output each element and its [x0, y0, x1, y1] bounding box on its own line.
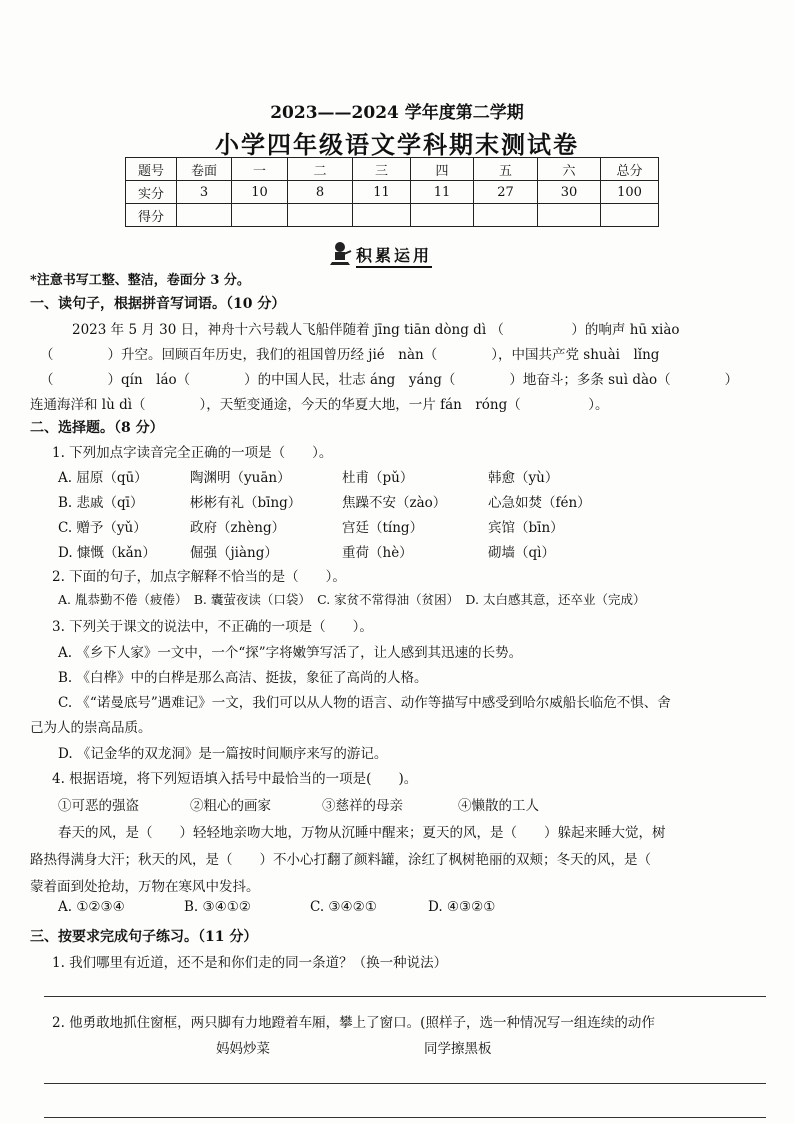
- earned-cell[interactable]: [288, 204, 353, 227]
- q2-option: 宫廷（tíng）: [342, 520, 424, 536]
- earned-cell[interactable]: [232, 204, 288, 227]
- earned-cell[interactable]: [474, 204, 538, 227]
- q2-option: A. 《乡下人家》一文中，一个“探”字将嫩笋写活了，让人感到其迅速的长势。: [58, 645, 523, 661]
- q2-phrase: ②粗心的画家: [190, 798, 271, 814]
- q2-option: C. ③④②①: [310, 899, 377, 915]
- q3-part2-prompt: 2. 他勇敢地抓住窗框，两只脚有力地蹬着车厢，攀上了窗口。(照样子，选一种情况写一组连续的动作: [52, 1015, 655, 1031]
- q2-option: B. 《白桦》中的白桦是那么高洁、挺拔，象征了高尚的人格。: [58, 670, 428, 686]
- points-cell: 100: [601, 181, 659, 204]
- section-title: 积累运用: [356, 243, 432, 268]
- q2-option: 政府（zhèng）: [190, 520, 286, 536]
- q3-choice: 妈妈炒菜: [216, 1041, 270, 1057]
- earned-cell[interactable]: [601, 204, 659, 227]
- q2-option: 心急如焚（fén）: [488, 495, 591, 511]
- q2-context-line: 春天的风，是（ ）轻轻地亲吻大地，万物从沉睡中醒来；夏天的风，是（ ）躲起来睡大觉，树: [58, 825, 666, 841]
- column-header: 一: [232, 158, 288, 181]
- q2-part3-prompt: 3. 下列关于课文的说法中，不正确的一项是（ ）。: [52, 619, 373, 635]
- q2-phrase: ④懒散的工人: [458, 798, 539, 814]
- q2-option: A. ①②③④: [58, 899, 125, 915]
- q2-option: 陶渊明（yuān）: [190, 470, 291, 486]
- exam-title: 小学四年级语文学科期末测试卷: [215, 130, 579, 159]
- neatness-note: *注意书写工整、整洁，卷面分 3 分。: [30, 273, 250, 288]
- q1-line: （ ）升空。回顾百年历史，我们的祖国曾历经 jié nàn（ ），中国共产党 shuài lǐng: [40, 347, 660, 363]
- answer-line[interactable]: [44, 1117, 766, 1118]
- column-header: 总分: [601, 158, 659, 181]
- q2-part1-prompt: 1. 下列加点字读音完全正确的一项是（ ）。: [52, 445, 333, 461]
- q2-option: D. ④③②①: [428, 899, 496, 915]
- score-table: [125, 157, 659, 227]
- column-header: 二: [288, 158, 353, 181]
- answer-line[interactable]: [44, 996, 766, 997]
- q3-heading: 三、按要求完成句子练习。（11 分）: [30, 929, 258, 945]
- q1-line: 连通海洋和 lù dì（ ），天堑变通途，今天的华夏大地，一片 fán róng（ ）。: [30, 397, 609, 413]
- section-heading: [328, 240, 468, 266]
- q2-option: 砌墙（qì）: [488, 545, 555, 561]
- earned-cell[interactable]: [538, 204, 601, 227]
- column-header: 五: [474, 158, 538, 181]
- q2-context-line: 蒙着面到处抢劫，万物在寒风中发抖。: [30, 879, 260, 895]
- points-cell: 11: [411, 181, 474, 204]
- q2-option-cont: 己为人的崇高品质。: [30, 720, 152, 736]
- column-header: 四: [411, 158, 474, 181]
- q2-phrase: ③慈祥的母亲: [322, 798, 403, 814]
- points-cell: 3: [177, 181, 232, 204]
- q2-option: C. 赠予（yǔ）: [58, 520, 147, 536]
- q2-option: 倔强（jiàng）: [190, 545, 278, 561]
- earned-cell[interactable]: [177, 204, 232, 227]
- q2-option: A. 屈原（qū）: [58, 470, 148, 486]
- q2-option: 彬彬有礼（bīng）: [190, 495, 302, 511]
- q2-option: D. 慷慨（kǎn）: [58, 545, 156, 561]
- q3-choice: 同学擦黑板: [424, 1041, 492, 1057]
- column-header: 六: [538, 158, 601, 181]
- q2-part2-prompt: 2. 下面的句子，加点字解释不恰当的是（ ）。: [52, 569, 346, 585]
- q2-heading: 二、选择题。（8 分）: [30, 420, 164, 436]
- points-cell: 11: [353, 181, 411, 204]
- q3-part1-prompt: 1. 我们哪里有近道，还不是和你们走的同一条道？（换一种说法）: [52, 955, 448, 971]
- q2-part2-options: A. 胤恭勤不倦（疲倦） B. 囊萤夜读（口袋） C. 家贫不常得油（贫困） D. 太白感其意，还卒业（完成）: [58, 592, 646, 607]
- points-cell: 27: [474, 181, 538, 204]
- q2-option: 焦躁不安（zào）: [342, 495, 447, 511]
- score-table-points-row: [126, 181, 659, 204]
- q2-part4-prompt: 4. 根据语境，将下列短语填入括号中最恰当的一项是( )。: [52, 771, 418, 787]
- q2-context-line: 路热得满身大汗；秋天的风，是（ ）不小心打翻了颜料罐，涂红了枫树艳丽的双颊；冬天的风，是（: [30, 852, 651, 868]
- q2-option: 杜甫（pǔ）: [342, 470, 414, 486]
- q2-phrase: ①可恶的强盗: [58, 798, 139, 814]
- row-label: 实分: [126, 181, 177, 204]
- q2-option: B. 悲戚（qī）: [58, 495, 144, 511]
- points-cell: 8: [288, 181, 353, 204]
- q2-option: 韩愈（yù）: [488, 470, 559, 486]
- score-table-earned-row: [126, 204, 659, 227]
- row-label: 得分: [126, 204, 177, 227]
- q2-option: 重荷（hè）: [342, 545, 413, 561]
- q1-line: 2023 年 5 月 30 日，神舟十六号载人飞船伴随着 jīng tiān dòng dì （ ）的响声 hū xiào: [72, 322, 680, 338]
- column-header: 三: [353, 158, 411, 181]
- column-header: 卷面: [177, 158, 232, 181]
- q2-option: C. 《“诺曼底号”遇难记》一文，我们可以从人物的语言、动作等描写中感受到哈尔威船长临危不惧、舍: [58, 695, 671, 711]
- q2-option: D. 《记金华的双龙洞》是一篇按时间顺序来写的游记。: [58, 746, 388, 762]
- q1-heading: 一、读句子，根据拼音写词语。（10 分）: [30, 296, 286, 312]
- q1-line: （ ）qín láo（ ）的中国人民，壮志 áng yáng（ ）地奋斗；多条 suì dào（ ）: [40, 372, 739, 388]
- score-table-header-row: [126, 158, 659, 181]
- row-label: 题号: [126, 158, 177, 181]
- q2-option: 宾馆（bīn）: [488, 520, 564, 536]
- exam-year-line: 2023——2024 学年度第二学期: [270, 103, 524, 123]
- student-icon: [328, 240, 354, 266]
- points-cell: 10: [232, 181, 288, 204]
- earned-cell[interactable]: [411, 204, 474, 227]
- earned-cell[interactable]: [353, 204, 411, 227]
- answer-line[interactable]: [44, 1083, 766, 1084]
- q2-option: B. ③④①②: [184, 899, 251, 915]
- points-cell: 30: [538, 181, 601, 204]
